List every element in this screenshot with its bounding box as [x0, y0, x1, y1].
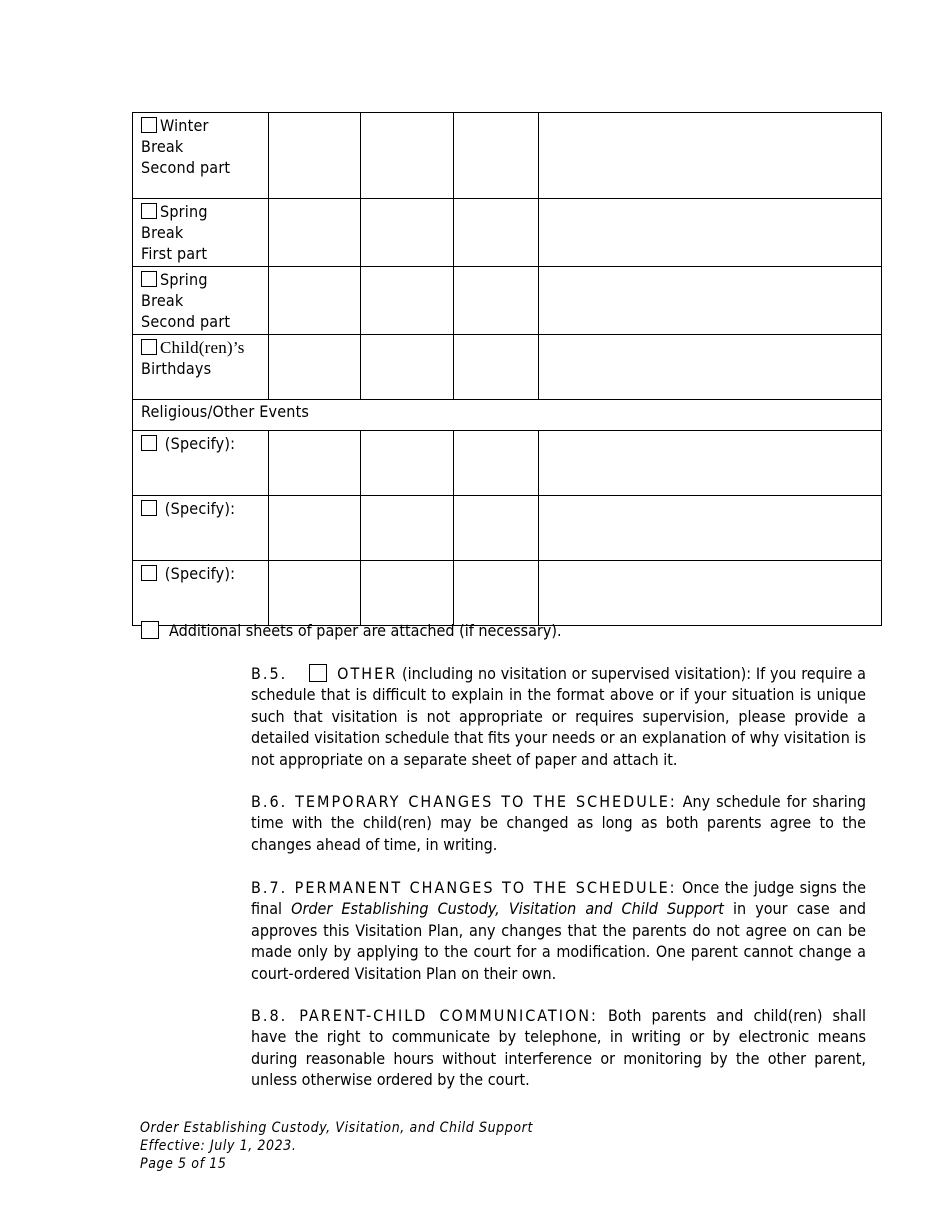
visitation-schedule-table [132, 112, 882, 626]
table-row [133, 267, 882, 335]
checkbox[interactable] [141, 500, 157, 516]
input-cell[interactable] [361, 335, 454, 400]
section-b5 [251, 663, 866, 770]
checkbox[interactable] [141, 203, 157, 219]
input-cell[interactable] [269, 496, 361, 561]
input-cell[interactable] [454, 199, 539, 267]
input-cell[interactable] [361, 496, 454, 561]
b8-text: Both parents and child(ren) shall have the right to communicate by telephone, in writing or by electronic means during reasonable hours without interference or monitoring by the other parent, unless otherwise ordered by the court. [251, 1006, 866, 1090]
b7-heading: B.7. PERMANENT CHANGES TO THE SCHEDULE: [251, 878, 677, 897]
input-cell[interactable] [269, 431, 361, 496]
input-cell[interactable] [361, 267, 454, 335]
table-row [133, 431, 882, 496]
input-cell[interactable] [269, 113, 361, 199]
input-cell[interactable] [454, 113, 539, 199]
section-label: Religious/Other Events [133, 400, 882, 431]
b5-number: B.5. [251, 664, 288, 683]
footer-form-title: Order Establishing Custody, Visitation, and Child Support [140, 1120, 533, 1136]
input-cell[interactable] [539, 335, 882, 400]
input-cell[interactable] [454, 431, 539, 496]
section-header-row [133, 400, 882, 431]
input-cell[interactable] [539, 431, 882, 496]
section-b6 [251, 791, 866, 855]
input-cell[interactable] [454, 496, 539, 561]
event-cell: (Specify): [133, 431, 269, 496]
checkbox[interactable] [141, 339, 157, 355]
input-cell[interactable] [454, 335, 539, 400]
event-cell: (Specify): [133, 561, 269, 626]
checkbox[interactable] [141, 565, 157, 581]
page-footer [140, 1119, 533, 1173]
input-cell[interactable] [539, 199, 882, 267]
checkbox[interactable] [141, 117, 157, 133]
input-cell[interactable] [454, 561, 539, 626]
input-cell[interactable] [361, 113, 454, 199]
input-cell[interactable] [539, 496, 882, 561]
b5-checkbox[interactable] [309, 664, 327, 682]
b7-text-before: Once the judge signs the final [251, 878, 867, 919]
table-row [133, 335, 882, 400]
input-cell[interactable] [269, 199, 361, 267]
input-cell[interactable] [539, 561, 882, 626]
input-cell[interactable] [539, 113, 882, 199]
table-row [133, 496, 882, 561]
event-cell: Spring Break Second part [133, 267, 269, 335]
input-cell[interactable] [269, 335, 361, 400]
additional-sheets-label: Additional sheets of paper are attached (if necessary). [169, 621, 562, 640]
b5-text: (including no visitation or supervised visitation): If you require a schedule that is difficult to explain in the format above or if your situation is unique such that visitation is not appropriate or requires supervision, please provide a detailed visitation schedule that fits your needs or an explanation of why visitation is not appropriate on a separate sheet of paper and attach it. [251, 664, 866, 769]
table-row [133, 113, 882, 199]
section-b7 [251, 877, 866, 984]
b8-heading: B.8. PARENT-CHILD COMMUNICATION: [251, 1006, 598, 1025]
footer-page-number: Page 5 of 15 [140, 1156, 227, 1172]
checkbox[interactable] [141, 435, 157, 451]
input-cell[interactable] [454, 267, 539, 335]
input-cell[interactable] [361, 561, 454, 626]
section-b8 [251, 1005, 866, 1091]
event-cell: Winter Break Second part [133, 113, 269, 199]
additional-sheets-line [141, 620, 562, 642]
table-row [133, 561, 882, 626]
event-cell: Child(ren)’s Birthdays [133, 335, 269, 400]
checkbox[interactable] [141, 271, 157, 287]
input-cell[interactable] [539, 267, 882, 335]
b7-form-title: Order Establishing Custody, Visitation and Child Support [291, 899, 724, 919]
b7-text-after: in your case and approves this Visitation Plan, any changes that the parents do not agree on can be made only by applying to the court for a modification. One parent cannot change a court-ordered Visitation Plan on their own. [251, 899, 866, 983]
input-cell[interactable] [269, 561, 361, 626]
input-cell[interactable] [269, 267, 361, 335]
table-row [133, 199, 882, 267]
additional-sheets-checkbox[interactable] [141, 621, 159, 639]
input-cell[interactable] [361, 199, 454, 267]
b5-heading: OTHER [337, 664, 398, 683]
b6-text: Any schedule for sharing time with the child(ren) may be changed as long as both parents agree to the changes ahead of time, in writing. [251, 792, 866, 854]
input-cell[interactable] [361, 431, 454, 496]
b6-heading: B.6. TEMPORARY CHANGES TO THE SCHEDULE: [251, 792, 677, 811]
event-cell: (Specify): [133, 496, 269, 561]
event-cell: Spring Break First part [133, 199, 269, 267]
footer-effective-date: Effective: July 1, 2023. [140, 1138, 297, 1154]
